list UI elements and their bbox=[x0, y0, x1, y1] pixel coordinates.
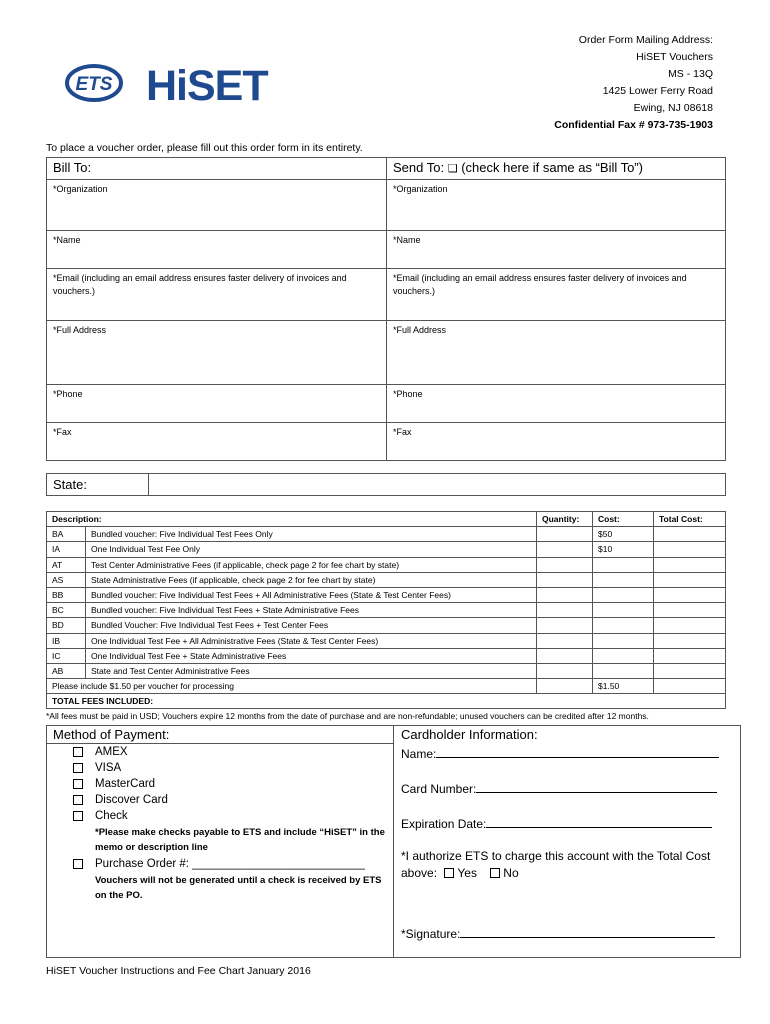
fee-row bbox=[47, 587, 726, 602]
fee-total-input[interactable] bbox=[654, 587, 726, 602]
fee-cost bbox=[593, 572, 654, 587]
payment-option-check[interactable] bbox=[73, 809, 391, 825]
authorize-yes-checkbox[interactable] bbox=[444, 868, 454, 878]
fee-quantity-input[interactable] bbox=[537, 542, 593, 557]
fee-row bbox=[47, 633, 726, 648]
fee-cost: $10 bbox=[593, 542, 654, 557]
fee-code: AT bbox=[47, 557, 86, 572]
fee-description: One Individual Test Fee Only bbox=[86, 542, 537, 557]
signature-line[interactable] bbox=[401, 925, 715, 941]
same-as-bill-checkbox[interactable]: ❑ bbox=[447, 163, 458, 175]
fee-total-input[interactable] bbox=[654, 618, 726, 633]
bill-email-field[interactable]: *Email (including an email address ensures faster delivery of invoices and vouchers.) bbox=[47, 269, 387, 321]
fee-header-total: Total Cost: bbox=[654, 512, 726, 527]
po-note: Vouchers will not be generated until a check is received by ETS on the PO. bbox=[95, 875, 382, 901]
expiration-label: Expiration Date: bbox=[401, 817, 487, 831]
fee-description: Test Center Administrative Fees (if applicable, check page 2 for fee chart by state) bbox=[86, 557, 537, 572]
fee-total-input[interactable] bbox=[654, 633, 726, 648]
fee-description: Bundled Voucher: Five Individual Test Fees + Test Center Fees bbox=[86, 618, 537, 633]
footer-text: HiSET Voucher Instructions and Fee Chart January 2016 bbox=[46, 965, 311, 977]
fee-quantity-input[interactable] bbox=[537, 633, 593, 648]
payment-option-po[interactable] bbox=[73, 857, 391, 873]
fee-row bbox=[47, 557, 726, 572]
mailing-line1: HiSET Vouchers bbox=[636, 51, 713, 63]
fee-description: Bundled voucher: Five Individual Test Fees Only bbox=[86, 527, 537, 542]
visa-label: VISA bbox=[95, 762, 122, 774]
state-input[interactable] bbox=[149, 474, 726, 496]
hiset-text: HiSET bbox=[146, 62, 268, 108]
fee-row bbox=[47, 618, 726, 633]
fee-cost bbox=[593, 557, 654, 572]
bill-phone-field[interactable]: *Phone bbox=[47, 385, 387, 423]
send-name-field[interactable]: *Name bbox=[387, 231, 726, 269]
fee-row bbox=[47, 572, 726, 587]
amex-label: AMEX bbox=[95, 746, 128, 758]
ets-hiset-logo bbox=[64, 58, 289, 108]
authorize-above-label: above: bbox=[401, 866, 438, 880]
authorize-choice bbox=[401, 866, 519, 880]
fee-description: State Administrative Fees (if applicable, check page 2 for fee chart by state) bbox=[86, 572, 537, 587]
payment-method-list bbox=[73, 745, 391, 903]
po-checkbox[interactable] bbox=[73, 859, 83, 869]
fee-header-quantity: Quantity: bbox=[537, 512, 593, 527]
send-to-prefix: Send To: bbox=[393, 160, 448, 175]
bill-to-header: Bill To: bbox=[47, 158, 387, 180]
authorize-line: *I authorize ETS to charge this account with the Total Cost bbox=[401, 849, 711, 863]
total-fees-label: TOTAL FEES INCLUDED: bbox=[47, 694, 726, 709]
discover-label: Discover Card bbox=[95, 794, 168, 806]
mailing-address bbox=[554, 32, 713, 134]
cardholder-name-input[interactable] bbox=[436, 745, 719, 758]
fee-description: State and Test Center Administrative Fees bbox=[86, 663, 537, 678]
send-fax-field[interactable]: *Fax bbox=[387, 423, 726, 461]
fee-total-input[interactable] bbox=[654, 527, 726, 542]
intro-text: To place a voucher order, please fill out this order form in its entirety. bbox=[46, 142, 363, 154]
authorize-no-checkbox[interactable] bbox=[490, 868, 500, 878]
fee-quantity-input[interactable] bbox=[537, 572, 593, 587]
card-number-input[interactable] bbox=[476, 780, 717, 793]
fee-header-cost: Cost: bbox=[593, 512, 654, 527]
fee-description: One Individual Test Fee + All Administrative Fees (State & Test Center Fees) bbox=[86, 633, 537, 648]
fee-row bbox=[47, 542, 726, 557]
processing-quantity-input[interactable] bbox=[537, 679, 593, 694]
bill-address-field[interactable]: *Full Address bbox=[47, 321, 387, 385]
fee-description: Bundled voucher: Five Individual Test Fees + State Administrative Fees bbox=[86, 603, 537, 618]
mastercard-label: MasterCard bbox=[95, 778, 156, 790]
card-number-line[interactable] bbox=[401, 780, 717, 796]
fee-quantity-input[interactable] bbox=[537, 648, 593, 663]
fee-quantity-input[interactable] bbox=[537, 663, 593, 678]
payment-section bbox=[46, 725, 741, 958]
card-number-label: Card Number: bbox=[401, 782, 477, 796]
payment-title-rule bbox=[47, 743, 393, 744]
payment-option-mastercard[interactable] bbox=[73, 777, 391, 793]
payment-option-visa[interactable] bbox=[73, 761, 391, 777]
fee-cost bbox=[593, 618, 654, 633]
fee-cost bbox=[593, 633, 654, 648]
fee-code: BC bbox=[47, 603, 86, 618]
fee-cost bbox=[593, 663, 654, 678]
mastercard-checkbox[interactable] bbox=[73, 779, 83, 789]
fee-quantity-input[interactable] bbox=[537, 587, 593, 602]
send-address-field[interactable]: *Full Address bbox=[387, 321, 726, 385]
send-to-suffix: (check here if same as “Bill To”) bbox=[457, 160, 644, 175]
fee-description: One Individual Test Fee + State Administrative Fees bbox=[86, 648, 537, 663]
fee-cost bbox=[593, 587, 654, 602]
po-label[interactable]: Purchase Order #: ___________________________ bbox=[95, 858, 365, 870]
expiration-line[interactable] bbox=[401, 815, 712, 831]
authorize-no-label: No bbox=[503, 866, 519, 880]
bill-name-field[interactable]: *Name bbox=[47, 231, 387, 269]
fee-code: IC bbox=[47, 648, 86, 663]
mailing-line4: Ewing, NJ 08618 bbox=[633, 102, 713, 114]
fee-code: IB bbox=[47, 633, 86, 648]
fee-total-input[interactable] bbox=[654, 572, 726, 587]
fee-quantity-input[interactable] bbox=[537, 618, 593, 633]
send-organization-field[interactable]: *Organization bbox=[387, 180, 726, 231]
ets-text: ETS bbox=[75, 74, 113, 95]
fee-description: Bundled voucher: Five Individual Test Fees + All Administrative Fees (State & Test Center Fees) bbox=[86, 587, 537, 602]
signature-label: *Signature: bbox=[401, 927, 461, 941]
processing-description: Please include $1.50 per voucher for processing bbox=[47, 679, 537, 694]
bill-fax-field[interactable]: *Fax bbox=[47, 423, 387, 461]
mailing-line3: 1425 Lower Ferry Road bbox=[602, 85, 713, 97]
processing-total-input[interactable] bbox=[654, 679, 726, 694]
send-to-header bbox=[387, 158, 726, 180]
cardholder-title: Cardholder Information: bbox=[401, 727, 538, 742]
signature-input[interactable] bbox=[460, 925, 715, 938]
fee-cost: $50 bbox=[593, 527, 654, 542]
expiration-input[interactable] bbox=[486, 815, 712, 828]
fee-cost bbox=[593, 648, 654, 663]
fee-row-processing bbox=[47, 679, 726, 694]
fee-row bbox=[47, 648, 726, 663]
mailing-line2: MS - 13Q bbox=[668, 68, 713, 80]
check-note: *Please make checks payable to ETS and include “HiSET” in the memo or description line bbox=[95, 827, 385, 853]
mailing-heading: Order Form Mailing Address: bbox=[578, 34, 713, 46]
mailing-fax: Confidential Fax # 973-735-1903 bbox=[554, 119, 713, 131]
fee-quantity-input[interactable] bbox=[537, 557, 593, 572]
fee-code: AB bbox=[47, 663, 86, 678]
authorize-yes-label: Yes bbox=[457, 866, 477, 880]
fee-code: AS bbox=[47, 572, 86, 587]
check-checkbox[interactable] bbox=[73, 811, 83, 821]
payment-option-amex[interactable] bbox=[73, 745, 391, 761]
payment-option-discover[interactable] bbox=[73, 793, 391, 809]
send-phone-field[interactable]: *Phone bbox=[387, 385, 726, 423]
fee-total-input[interactable] bbox=[654, 648, 726, 663]
fee-total-input[interactable] bbox=[654, 542, 726, 557]
fee-cost bbox=[593, 603, 654, 618]
bill-send-table bbox=[46, 157, 726, 461]
fee-note: *All fees must be paid in USD; Vouchers expire 12 months from the date of purchase and are non-refundable; unused vouchers can be credited after 12 months. bbox=[46, 711, 649, 721]
cardholder-name-line[interactable] bbox=[401, 745, 719, 761]
fee-row-total bbox=[47, 694, 726, 709]
bill-organization-field[interactable]: *Organization bbox=[47, 180, 387, 231]
state-table bbox=[46, 473, 726, 496]
fee-row bbox=[47, 663, 726, 678]
check-label: Check bbox=[95, 810, 128, 822]
state-label: State: bbox=[47, 474, 149, 496]
amex-checkbox[interactable] bbox=[73, 747, 83, 757]
fee-header-description: Description: bbox=[47, 512, 537, 527]
fee-total-input[interactable] bbox=[654, 557, 726, 572]
fee-quantity-input[interactable] bbox=[537, 527, 593, 542]
payment-method-title: Method of Payment: bbox=[53, 727, 170, 742]
fee-code: IA bbox=[47, 542, 86, 557]
processing-cost: $1.50 bbox=[593, 679, 654, 694]
fee-row bbox=[47, 527, 726, 542]
fee-total-input[interactable] bbox=[654, 663, 726, 678]
discover-checkbox[interactable] bbox=[73, 795, 83, 805]
send-email-field[interactable]: *Email (including an email address ensures faster delivery of invoices and vouchers.) bbox=[387, 269, 726, 321]
fee-table bbox=[46, 511, 726, 709]
fee-quantity-input[interactable] bbox=[537, 603, 593, 618]
cardholder-name-label: Name: bbox=[401, 747, 437, 761]
fee-code: BA bbox=[47, 527, 86, 542]
payment-divider bbox=[393, 726, 394, 957]
fee-code: BD bbox=[47, 618, 86, 633]
fee-row bbox=[47, 603, 726, 618]
visa-checkbox[interactable] bbox=[73, 763, 83, 773]
fee-total-input[interactable] bbox=[654, 603, 726, 618]
fee-code: BB bbox=[47, 587, 86, 602]
